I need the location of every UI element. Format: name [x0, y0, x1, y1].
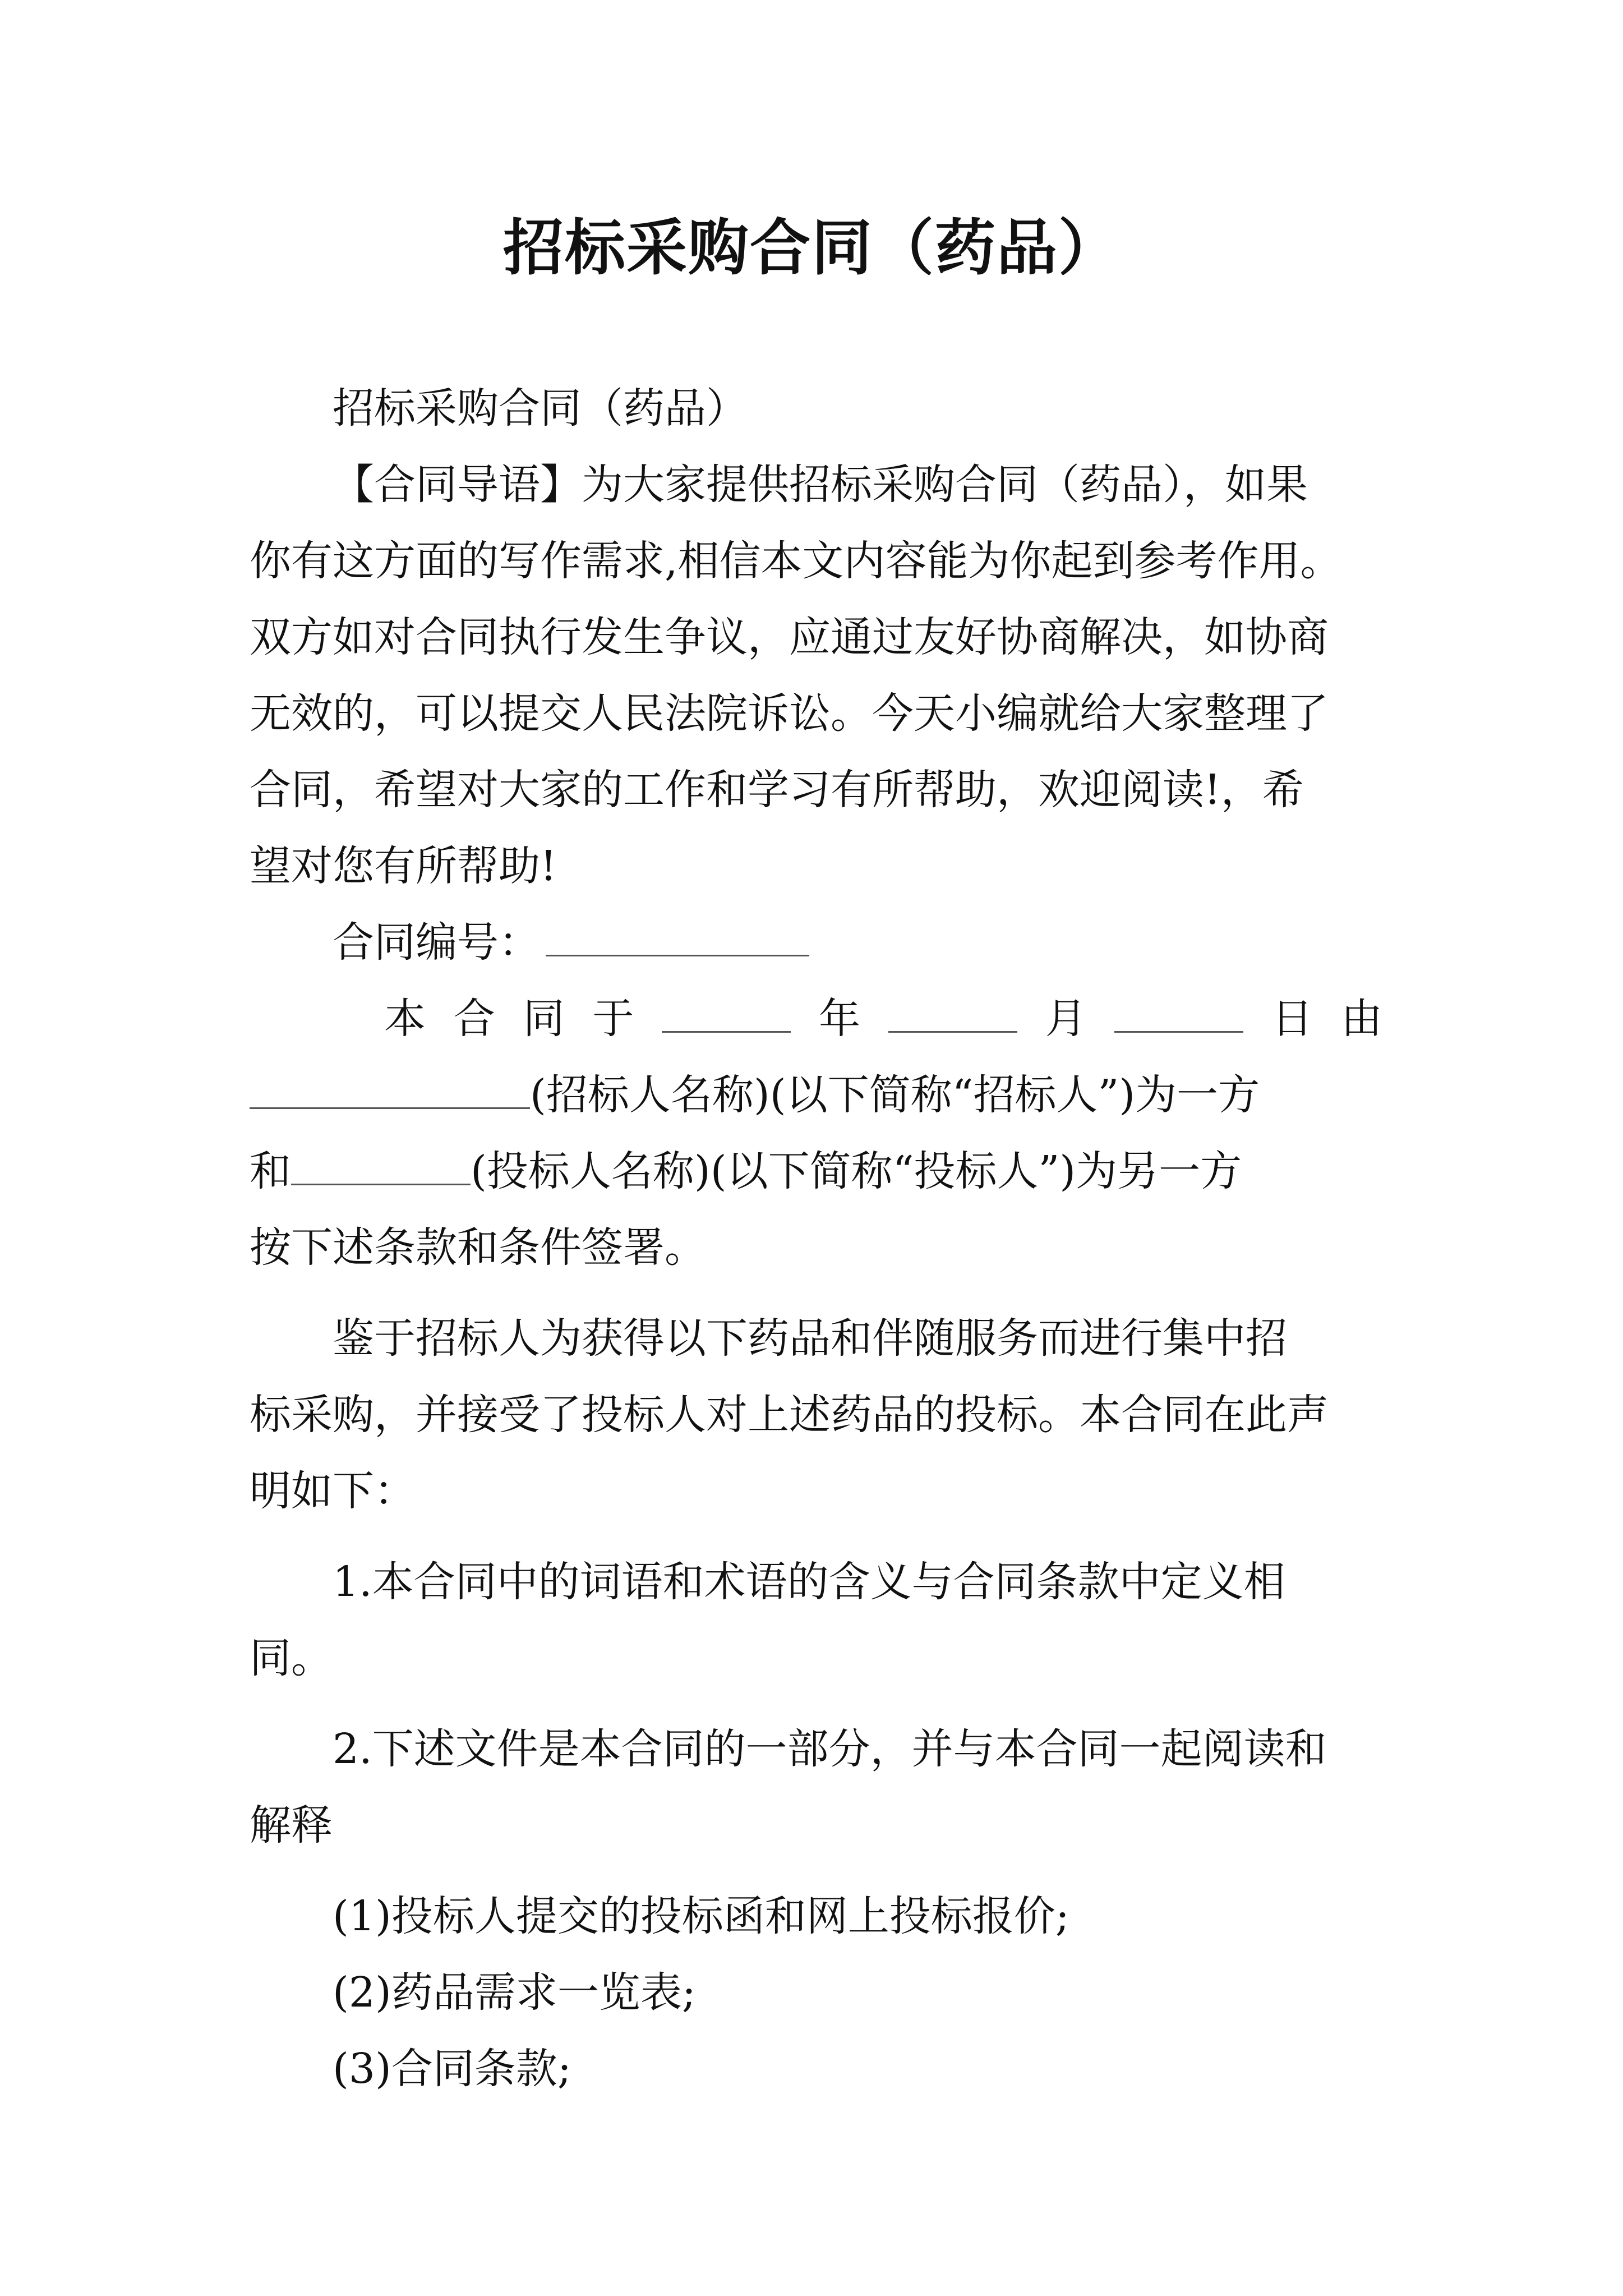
intro-line: 你有这方面的写作需求,相信本文内容能为你起到参考作用。 [250, 537, 1342, 585]
day-label: 日 [1271, 995, 1313, 1043]
party-b-text: (投标人名称)(以下简称“投标人”)为另一方 [471, 1147, 1242, 1195]
intro-line: 无效的，可以提交人民法院诉讼。今天小编就给大家整理了 [250, 689, 1329, 738]
year-blank [662, 992, 791, 1033]
contract-number-line [250, 904, 1382, 981]
party-b-line [250, 1133, 1382, 1209]
intro-line: 合同，希望对大家的工作和学习有所帮助，欢迎阅读!，希 [250, 766, 1304, 814]
list-item: (2)药品需求一览表; [333, 1968, 696, 2017]
whereas-line: 明如下： [250, 1467, 416, 1515]
intro-line: 【合同导语】为大家提供招标采购合同（药品），如果 [333, 461, 1308, 509]
intro-line: 双方如对合同执行发生争议，应通过友好协商解决，如协商 [250, 613, 1329, 661]
date-char: 合 [453, 995, 495, 1043]
contract-number-label: 合同编号： [333, 918, 540, 967]
party-b-prefix: 和 [250, 1147, 291, 1195]
clause-2-line: 2.下述文件是本合同的一部分，并与本合同一起阅读和 [333, 1725, 1327, 1773]
date-char: 由 [1340, 995, 1382, 1043]
document-body [250, 370, 1382, 2107]
party-a-line [250, 1057, 1382, 1133]
bidder-name-blank [291, 1144, 471, 1185]
document-title: 招标采购合同（药品） [502, 213, 1120, 283]
date-char: 本 [384, 995, 426, 1043]
party-a-text: (招标人名称)(以下简称“招标人”)为一方 [530, 1071, 1260, 1119]
date-char: 于 [592, 995, 634, 1043]
whereas-line: 标采购，并接受了投标人对上述药品的投标。本合同在此声 [250, 1391, 1329, 1439]
tenderer-name-blank [250, 1068, 530, 1109]
list-item: (3)合同条款; [333, 2045, 571, 2093]
clause-1-line: 同。 [250, 1634, 333, 1682]
month-label: 月 [1045, 995, 1087, 1043]
signing-line: 按下述条款和条件签署。 [250, 1223, 706, 1272]
subtitle: 招标采购合同（药品） [333, 384, 748, 432]
contract-number-blank [546, 915, 809, 956]
clause-2-line: 解释 [250, 1801, 333, 1849]
day-blank [1114, 992, 1243, 1033]
clause-1-line: 1.本合同中的词语和术语的含义与合同条款中定义相 [333, 1558, 1285, 1606]
list-item: (1)投标人提交的投标函和网上投标报价; [333, 1892, 1069, 1940]
whereas-line: 鉴于招标人为获得以下药品和伴随服务而进行集中招 [333, 1314, 1287, 1363]
date-char: 同 [523, 995, 565, 1043]
intro-line: 望对您有所帮助! [250, 842, 557, 890]
year-label: 年 [818, 995, 860, 1043]
month-blank [888, 992, 1017, 1033]
date-line [250, 981, 1382, 1057]
